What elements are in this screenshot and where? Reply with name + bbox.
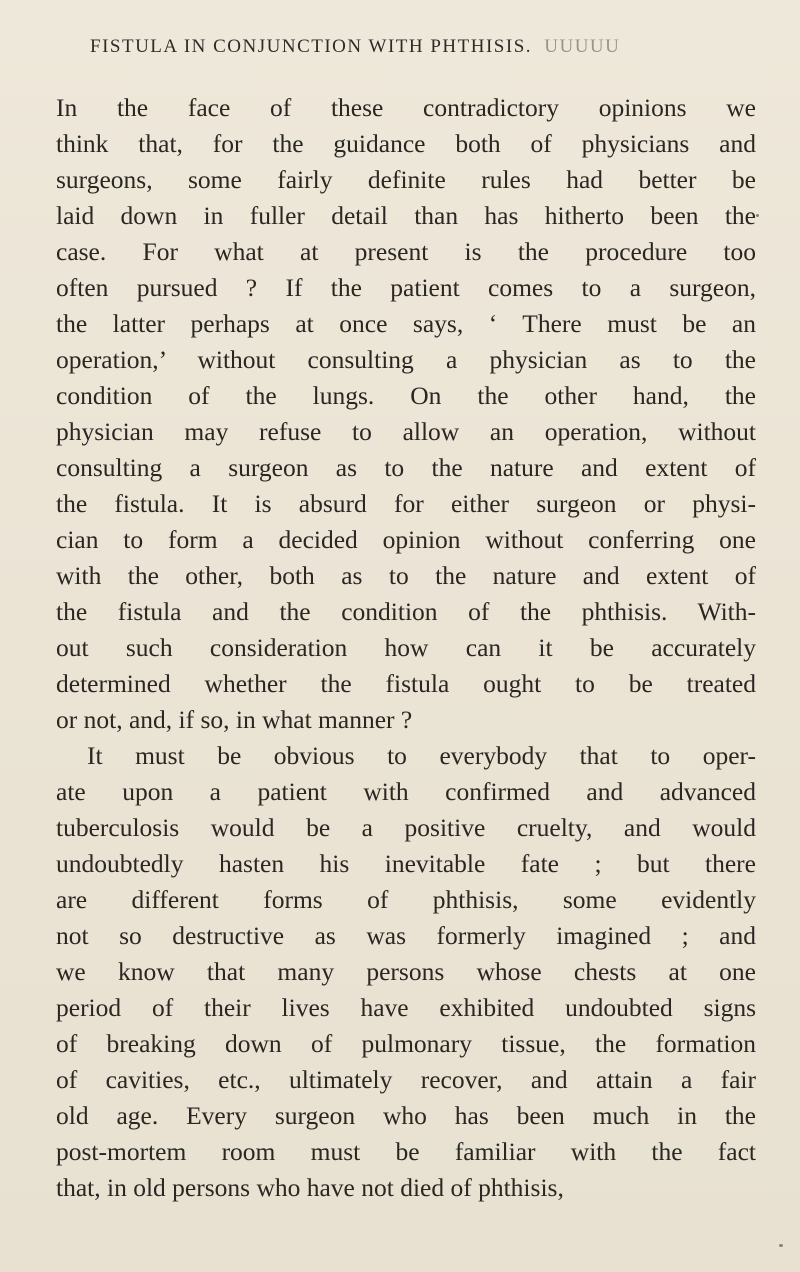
text-line: It must be obvious to everybody that to oper- [87,741,756,770]
text-line: or not, and, if so, in what manner ? [56,705,413,734]
text-line: that, in old persons who have not died of phthisis, [56,1173,564,1202]
text-line: think that, for the guidance both of physicians and [56,129,756,158]
text-line: determined whether the fistula ought to be treated [56,669,756,698]
text-line: we know that many persons whose chests at one [56,957,756,986]
text-line: surgeons, some fairly definite rules had better be [56,165,756,194]
text-line: operation,’ without consulting a physician as to the [56,345,756,374]
text-line: the fistula. It is absurd for either surgeon or physi- [56,489,756,518]
text-line: with the other, both as to the nature and extent of [56,561,756,590]
text-line: physician may refuse to allow an operation, without [56,417,756,446]
text-line: out such consideration how can it be accurately [56,633,756,662]
text-line: of breaking down of pulmonary tissue, the formation [56,1029,756,1058]
text-line: undoubtedly hasten his inevitable fate ; but there [56,849,756,878]
text-line: post-mortem room must be familiar with the fact [56,1137,756,1166]
text-line: the latter perhaps at once says, ‘ There must be an [56,309,756,338]
text-line: not so destructive as was formerly imagined ; and [56,921,756,950]
paper-speck [779,1244,783,1247]
body-text [56,90,756,1206]
text-line: old age. Every surgeon who has been much in the [56,1101,756,1130]
text-line: period of their lives have exhibited undoubted signs [56,993,756,1022]
text-line: laid down in fuller detail than has hitherto been the [56,201,756,230]
text-line: of cavities, etc., ultimately recover, and attain a fair [56,1065,756,1094]
text-line: tuberculosis would be a positive cruelty, and would [56,813,756,842]
text-line: are different forms of phthisis, some evidently [56,885,756,914]
running-title: FISTULA IN CONJUNCTION WITH PHTHISIS. [90,36,533,57]
text-line: case. For what at present is the procedure too [56,237,756,266]
paper-speck [756,214,759,217]
library-stamp: UUUUU [544,36,621,57]
running-header [90,36,770,58]
text-line: cian to form a decided opinion without conferring one [56,525,756,554]
text-line: the fistula and the condition of the phthisis. With- [56,597,756,626]
text-line: consulting a surgeon as to the nature and extent of [56,453,756,482]
text-line: condition of the lungs. On the other hand, the [56,381,756,410]
text-line: often pursued ? If the patient comes to a surgeon, [56,273,756,302]
text-line: ate upon a patient with confirmed and advanced [56,777,756,806]
text-line: In the face of these contradictory opinions we [56,93,756,122]
